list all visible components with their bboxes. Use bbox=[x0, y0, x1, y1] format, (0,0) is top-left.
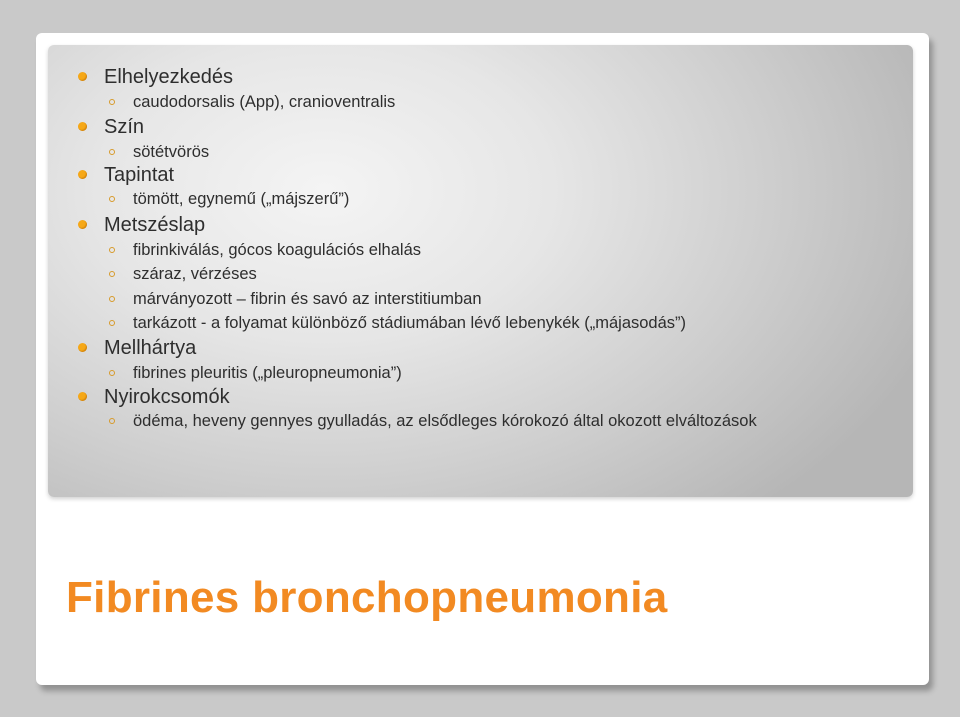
outline-item-label: Elhelyezkedés bbox=[104, 66, 233, 88]
outline-subitem bbox=[133, 411, 833, 432]
outline-item-cut-surface bbox=[104, 213, 205, 237]
outline-subitem bbox=[133, 313, 686, 334]
sub-bullet-icon bbox=[109, 149, 115, 155]
outline-subitem-label: száraz, vérzéses bbox=[133, 265, 257, 283]
outline-item-label: Szín bbox=[104, 116, 145, 138]
outline-subitem bbox=[133, 264, 257, 285]
sub-bullet-icon bbox=[109, 320, 115, 326]
outline-item-pleura bbox=[104, 336, 196, 360]
outline-subitem-label: fibrinkiválás, gócos koagulációs elhalás bbox=[133, 241, 421, 259]
outline-subitem-label: caudodorsalis (App), cranioventralis bbox=[133, 93, 396, 111]
outline-subitem bbox=[133, 289, 482, 310]
sub-bullet-icon bbox=[109, 271, 115, 277]
outline-subitem bbox=[133, 189, 349, 210]
bullet-icon bbox=[78, 170, 87, 179]
sub-bullet-icon bbox=[109, 418, 115, 424]
outline-subitem bbox=[133, 142, 209, 163]
sub-bullet-icon bbox=[109, 370, 115, 376]
outline-item-location bbox=[104, 65, 233, 89]
bullet-icon bbox=[78, 72, 87, 81]
outline-item-consistency bbox=[104, 163, 174, 187]
outline-subitem-label: márványozott – fibrin és savó az interstitiumban bbox=[133, 290, 482, 308]
bullet-icon bbox=[78, 392, 87, 401]
bullet-icon bbox=[78, 220, 87, 229]
outline-subitem bbox=[133, 92, 395, 113]
outline-item-label: Tapintat bbox=[104, 164, 175, 186]
outline-subitem bbox=[133, 240, 421, 261]
outline-subitem-label: tömött, egynemű („májszerű”) bbox=[133, 190, 350, 208]
outline-item-color bbox=[104, 115, 144, 139]
slide-title: Fibrines bronchopneumonia bbox=[66, 573, 668, 622]
outline-item-label: Mellhártya bbox=[104, 337, 197, 359]
outline-subitem-label: ödéma, heveny gennyes gyulladás, az elsődleges kórokozó által okozott elváltozások bbox=[133, 412, 757, 430]
outline-item-lymph-nodes bbox=[104, 385, 230, 409]
sub-bullet-icon bbox=[109, 247, 115, 253]
outline-subitem-label: sötétvörös bbox=[133, 143, 210, 161]
outline-subitem bbox=[133, 363, 402, 384]
sub-bullet-icon bbox=[109, 296, 115, 302]
sub-bullet-icon bbox=[109, 196, 115, 202]
outline-subitem-label: fibrines pleuritis („pleuropneumonia”) bbox=[133, 364, 402, 382]
outline-subitem-label: tarkázott - a folyamat különböző stádiumában lévő lebenykék („májasodás”) bbox=[133, 314, 687, 332]
outline-item-label: Nyirokcsomók bbox=[104, 386, 230, 408]
bullet-icon bbox=[78, 343, 87, 352]
bullet-icon bbox=[78, 122, 87, 131]
outline-item-label: Metszéslap bbox=[104, 214, 206, 236]
sub-bullet-icon bbox=[109, 99, 115, 105]
